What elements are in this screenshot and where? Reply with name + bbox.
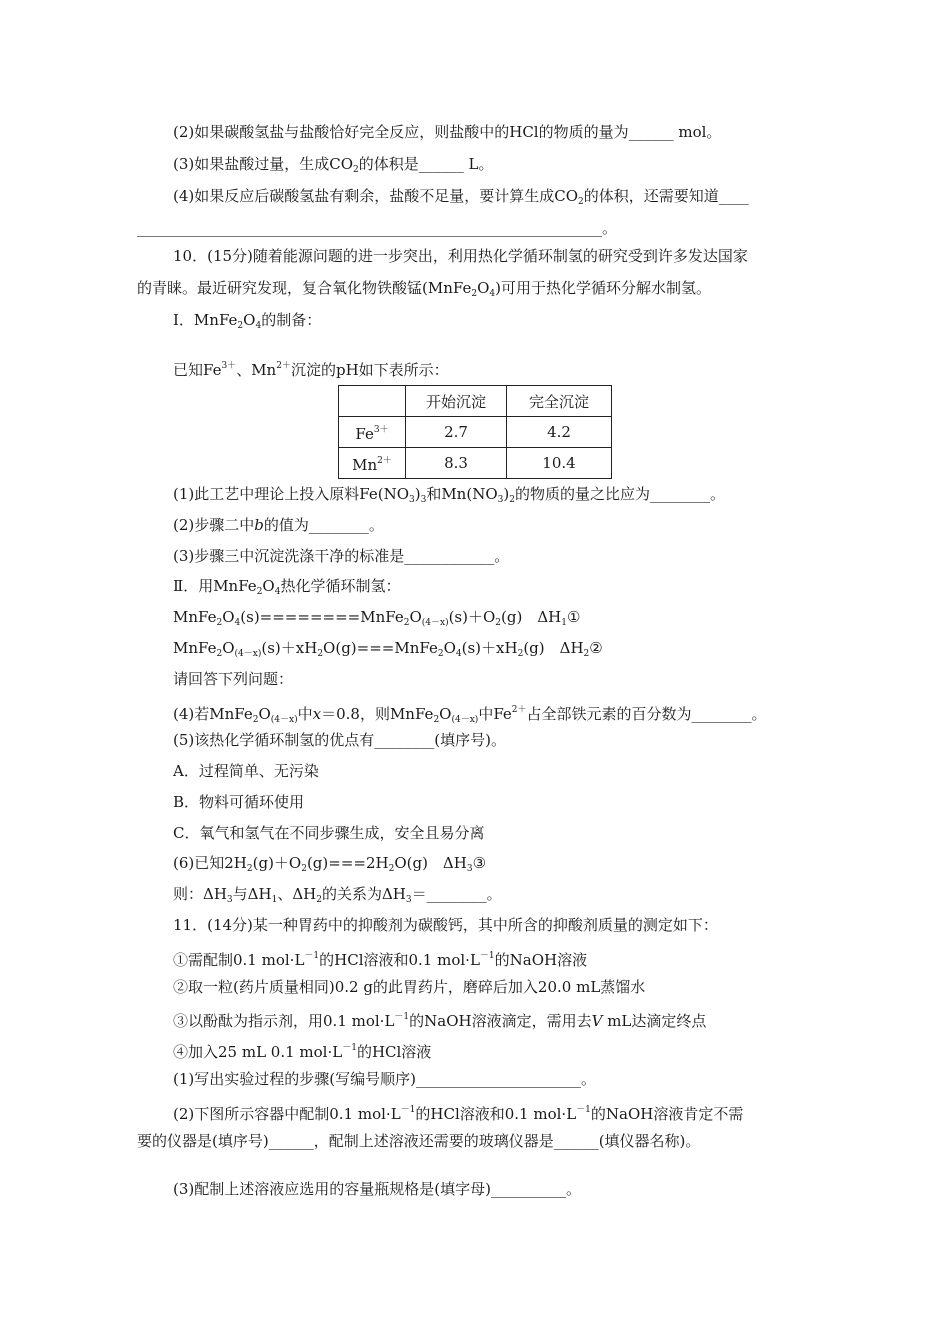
q11-question1: (1)写出实验过程的步骤(写编号顺序)______________________。: [173, 1070, 596, 1088]
q10-equation-1: $MnFe_2O_4(s)========MnFe_2O_{(4-x)}(s)+O_2(g)$ $\Delta H_1①$: [173, 608, 581, 628]
q10-intro-line1: 10．(15分)随着能源问题的进一步突出，利用热化学循环制氢的研究受到许多发达国家: [173, 247, 748, 265]
q10-part2-heading: Ⅱ．用$MnFe_2O_4$热化学循环制氢：: [173, 577, 401, 597]
table-ion-fe: $Fe^{3+}$: [339, 417, 406, 448]
ph-table: [338, 385, 612, 479]
q10-option-b: B．物料可循环使用: [173, 793, 305, 811]
q10-sub6-relation: 则：$\Delta H_3$与$\Delta H_1$、$\Delta H_2$的关系为$\Delta H_3=\_\_\_\_\_\_\_\_$。: [173, 885, 502, 905]
q11-step3: ③以酚酞为指示剂，用0.1 $mol\cdot L^{-1}$的NaOH溶液滴定，需用去V mL达滴定终点: [173, 1012, 707, 1030]
table-row: [339, 448, 612, 479]
q11-question3: (3)配制上述溶液应选用的容量瓶规格是(填字母)__________。: [173, 1180, 581, 1198]
table-header-complete: 完全沉淀: [507, 386, 612, 417]
q10-ask: 请回答下列问题：: [173, 670, 294, 688]
table-row: [339, 386, 612, 417]
q10-option-c: C．氧气和氢气在不同步骤生成，安全且易分离: [173, 824, 485, 842]
q9-part2: (2)如果碳酸氢盐与盐酸恰好完全反应，则盐酸中的HCl的物质的量为______ mol。: [173, 123, 722, 141]
q10-intro-line2: 的青睐。最近研究发现，复合氧化物铁酸锰$(MnFe_2O_4)$可用于热化学循环分解水制氢。: [137, 279, 711, 299]
q10-equation-2: $MnFe_2O_{(4-x)}(s)+xH_2O(g)===MnFe_2O_4(s)+xH_2(g)$ $\Delta H_2②$: [173, 639, 603, 659]
q11-step2: ②取一粒(药片质量相同)0.2 g的此胃药片，磨碎后加入20.0 mL蒸馏水: [173, 978, 646, 996]
q10-known-ph: 已知$Fe^{3+}$、$Mn^{2+}$沉淀的pH如下表所示：: [173, 361, 449, 379]
q11-step4: ④加入25 mL 0.1 $mol\cdot L^{-1}$的HCl溶液: [173, 1043, 432, 1061]
q11-step1: ①需配制0.1 $mol\cdot L^{-1}$的HCl溶液和0.1 $mol\cdot L^{-1}$的NaOH溶液: [173, 951, 588, 969]
table-header-start: 开始沉淀: [406, 386, 507, 417]
q10-sub1: (1)此工艺中理论上投入原料$Fe(NO_3)_3$和$Mn(NO_3)_2$的物质的量之比应为________。: [173, 485, 725, 505]
table-cell: 10.4: [507, 448, 612, 479]
q9-part3: (3)如果盐酸过量，生成$CO_2$的体积是______ L。: [173, 155, 494, 175]
q10-part1-heading: Ⅰ．$MnFe_2O_4$的制备：: [173, 311, 322, 331]
q10-sub2: (2)步骤二中b的值为________。: [173, 516, 384, 534]
q11-question2: (2)下图所示容器中配制0.1 $mol\cdot L^{-1}$的HCl溶液和0.1 $mol\cdot L^{-1}$的NaOH溶液肯定不需: [173, 1105, 744, 1123]
table-cell: 2.7: [406, 417, 507, 448]
q11-intro: 11．(14分)某一种胃药中的抑酸剂为碳酸钙，其中所含的抑酸剂质量的测定如下：: [173, 916, 718, 934]
q10-sub3: (3)步骤三中沉淀洗涤干净的标准是____________。: [173, 547, 510, 565]
q10-option-a: A．过程简单、无污染: [173, 762, 319, 780]
table-row: [339, 417, 612, 448]
q11-question2-cont: 要的仪器是(填序号)______，配制上述溶液还需要的玻璃仪器是______(填仪器名称)。: [137, 1132, 701, 1150]
q10-sub4: (4)若$MnFe_2O_{(4-x)}$中x＝0.8，则$MnFe_2O_{(4-x)}$中$Fe^{2+}$占全部铁元素的百分数为________。: [173, 705, 767, 725]
table-corner-cell: [339, 386, 406, 417]
table-cell: 4.2: [507, 417, 612, 448]
q9-part4-blank: ______________________________________________________________。: [137, 219, 618, 237]
q9-part4: (4)如果反应后碳酸氢盐有剩余，盐酸不足量，要计算生成$CO_2$的体积，还需要知道____: [173, 187, 749, 207]
q10-sub6: (6)已知$2H_2(g)+O_2(g)===2H_2O(g)$ $\Delta H_3③$: [173, 854, 487, 874]
table-cell: 8.3: [406, 448, 507, 479]
q10-sub5: (5)该热化学循环制氢的优点有________(填序号)。: [173, 731, 506, 749]
table-ion-mn: $Mn^{2+}$: [339, 448, 406, 479]
